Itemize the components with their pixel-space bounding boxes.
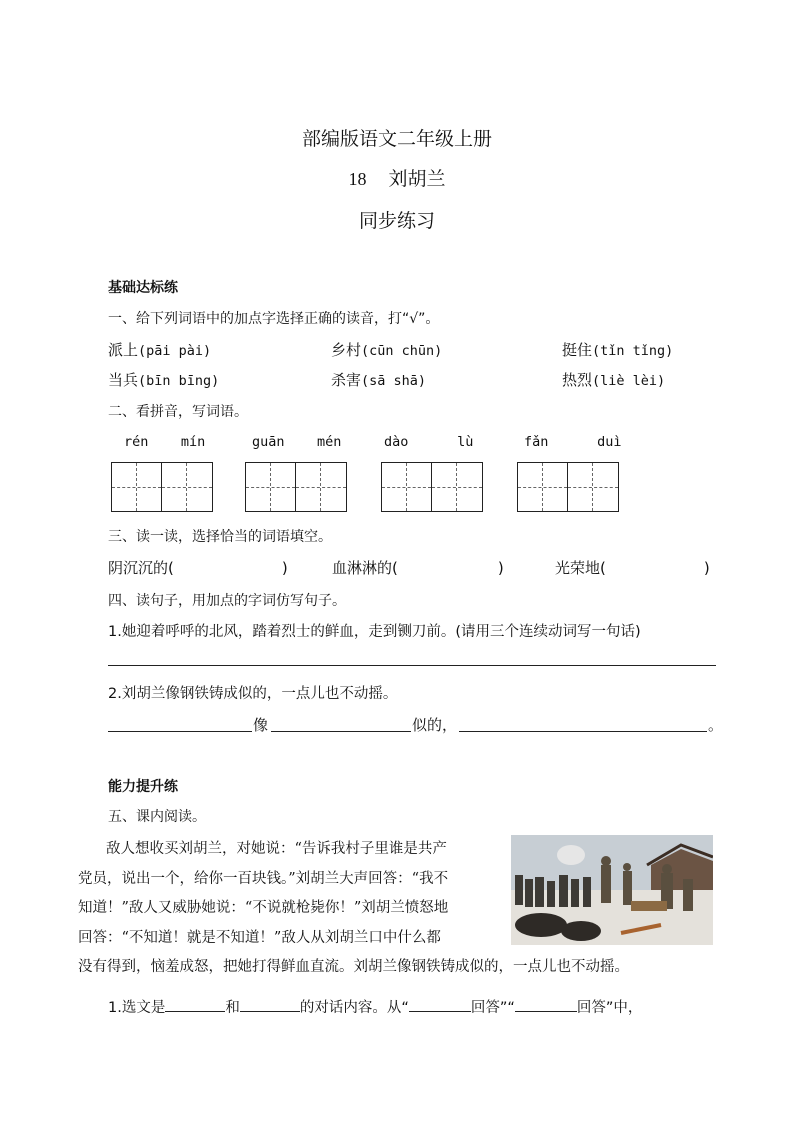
section-basic-heading: 基础达标练 <box>108 280 178 296</box>
q4-sentence-2: 2.刘胡兰像钢铁铸成似的，一点儿也不动摇。 <box>108 686 398 702</box>
passage-line: 知道！”敌人又威胁她说：“不说就枪毙你！”刘胡兰愤怒地 <box>78 900 449 916</box>
passage-line: 敌人想收买刘胡兰，对她说：“告诉我村子里谁是共产 <box>106 841 447 857</box>
answer-blank[interactable] <box>409 996 471 1012</box>
q2-pinyin: rén mín <box>124 434 206 450</box>
section-ability-heading: 能力提升练 <box>108 779 178 795</box>
lesson-heading <box>0 164 794 191</box>
writing-grid[interactable] <box>111 462 213 512</box>
q1-item: 杀害(sā shā) <box>331 371 427 389</box>
frame-xiang: 像 <box>253 716 269 734</box>
lesson-number: 18 <box>348 169 367 189</box>
passage-line: 党员，说出一个，给你一百块钱。”刘胡兰大声回答：“我不 <box>78 870 449 887</box>
frame-end: 。 <box>708 716 724 734</box>
answer-line[interactable] <box>271 731 411 732</box>
frame-sishi: 似的， <box>412 716 458 734</box>
q3-blank-3[interactable]: 光荣地( ) <box>555 559 710 577</box>
q5-sub-1: 1.选文是 和 的对话内容。从“ 回答”“ 回答”中， <box>108 996 642 1017</box>
passage-line: 没有得到，恼羞成怒，把她打得鲜血直流。刘胡兰像钢铁铸成似的，一点儿也不动摇。 <box>78 959 629 975</box>
q1-item: 热烈(liè lèi) <box>562 371 666 389</box>
q1-item: 当兵(bīn bīng) <box>108 371 220 389</box>
passage-line: 回答：“不知道！就是不知道！”敌人从刘胡兰口中什么都 <box>78 929 441 946</box>
answer-blank[interactable] <box>165 996 225 1012</box>
document-title: 部编版语文二年级上册 <box>301 128 492 150</box>
question-5-title: 五、课内阅读。 <box>108 809 206 825</box>
question-4-title: 四、读句子，用加点的字词仿写句子。 <box>108 593 346 609</box>
answer-blank[interactable] <box>240 996 300 1012</box>
q1-item: 派上(pāi pài) <box>108 341 212 359</box>
q1-item: 挺住(tǐn tǐng) <box>562 341 674 359</box>
question-1-title: 一、给下列词语中的加点字选择正确的读音，打“√”。 <box>108 311 440 327</box>
q1-item: 乡村(cūn chūn) <box>331 341 443 359</box>
reading-passage <box>78 835 718 983</box>
answer-line[interactable] <box>108 731 252 732</box>
writing-grid[interactable] <box>381 462 483 512</box>
q2-pinyin: fǎn duì <box>524 434 622 450</box>
q3-blank-1[interactable]: 阴沉沉的( ) <box>108 559 288 577</box>
answer-line[interactable] <box>459 731 707 732</box>
question-3-title: 三、读一读，选择恰当的词语填空。 <box>108 529 332 545</box>
q4-sentence-1: 1.她迎着呼呼的北风，踏着烈士的鲜血，走到铡刀前。(请用三个连续动词写一句话) <box>108 624 641 640</box>
writing-grid[interactable] <box>517 462 619 512</box>
q2-pinyin: guān mén <box>252 434 342 450</box>
writing-grid[interactable] <box>245 462 347 512</box>
answer-line[interactable] <box>108 665 716 666</box>
lesson-title: 刘胡兰 <box>388 168 446 190</box>
q2-pinyin: dào lù <box>384 434 474 450</box>
question-2-title: 二、看拼音，写词语。 <box>108 404 248 420</box>
q3-blank-2[interactable]: 血淋淋的( ) <box>332 559 504 577</box>
answer-blank[interactable] <box>515 996 577 1012</box>
document-subtitle: 同步练习 <box>358 210 435 232</box>
